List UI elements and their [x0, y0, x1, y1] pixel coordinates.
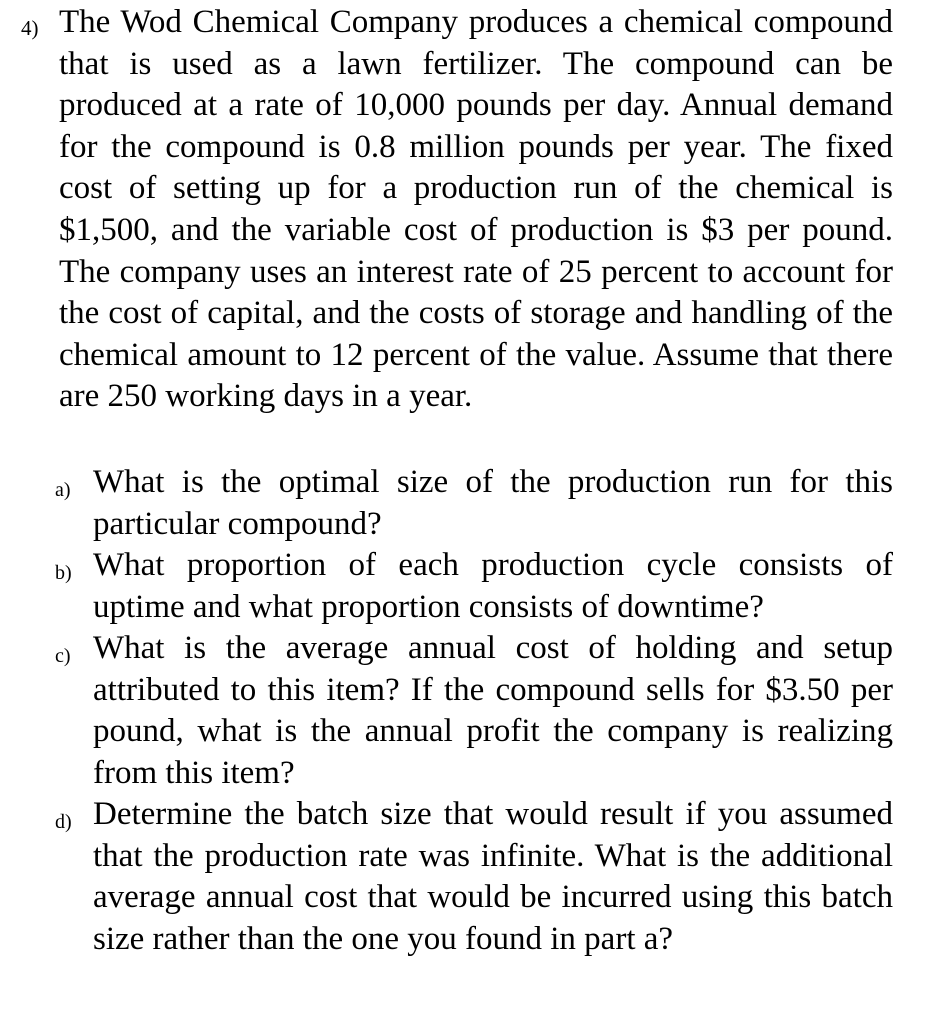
- part-d-label: d): [55, 811, 72, 833]
- part-d-text: Determine the batch size that would result if you assumed that the production rate was infinite. What is the additional average annual cost that would be incurred using this batch size rather than the one you found in part a?: [93, 796, 893, 957]
- part-a-label: a): [55, 479, 71, 501]
- part-a-text: What is the optimal size of the production run for this particular compound?: [93, 464, 893, 542]
- part-b-text: What proportion of each production cycle consists of uptime and what proportion consists of downtime?: [93, 547, 893, 625]
- part-b-label: b): [55, 562, 72, 584]
- part-c-label: c): [55, 645, 71, 667]
- problem-number: 4): [21, 16, 39, 40]
- part-c-text: What is the average annual cost of holding and setup attributed to this item? If the compound sells for $3.50 per pound, what is the annual profit the company is realizing from this item?: [93, 630, 893, 791]
- problem-stem: The Wod Chemical Company produces a chemical compound that is used as a lawn fertilizer. The compound can be produced at a rate of 10,000 pounds per day. Annual demand for the compound is 0.8 million pounds per year. The fixed cost of setting up for a production run of the chemical is $1,500, and the variable cost of production is $3 per pound. The company uses an interest rate of 25 percent to account for the cost of capital, and the costs of storage and handling of the chemical amount to 12 percent of the value. Assume that there are 250 working days in a year.: [59, 4, 893, 415]
